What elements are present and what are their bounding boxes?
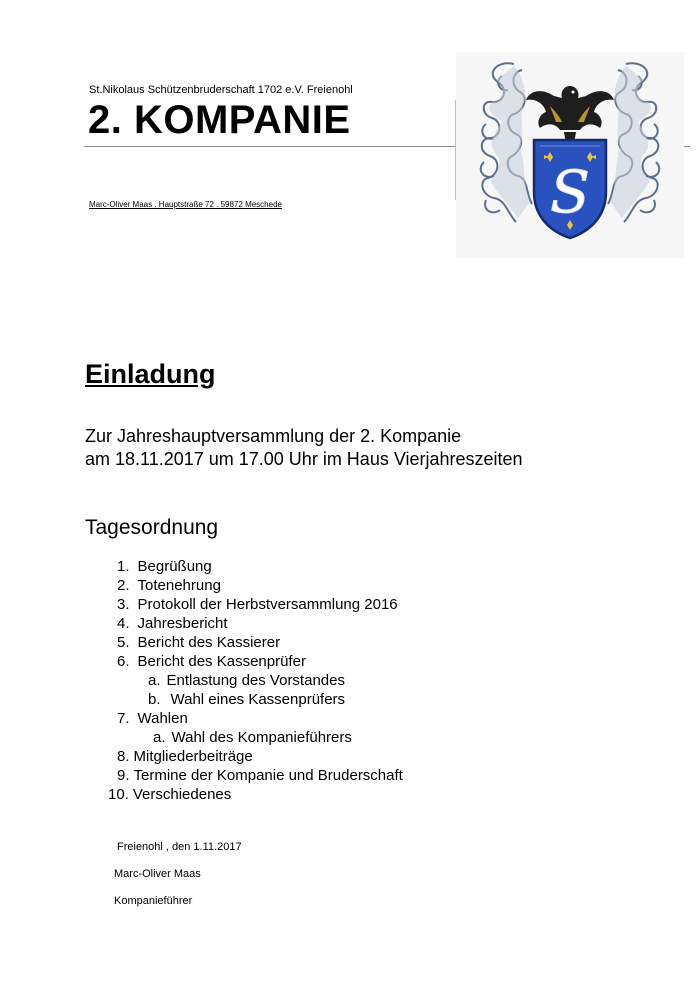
agenda-item-text: Mitgliederbeiträge [133, 748, 253, 765]
agenda-item-marker: a. [148, 672, 161, 689]
agenda-item-8 [117, 748, 253, 765]
agenda-item-marker: 1. [117, 558, 130, 575]
eagle-icon [526, 86, 614, 144]
agenda-item-9 [117, 767, 403, 784]
agenda-item-marker: 3. [117, 596, 130, 613]
agenda-subitem-6a [148, 672, 345, 689]
agenda-item-6 [117, 653, 306, 670]
header-divider-right [683, 146, 690, 147]
organization-name: St.Nikolaus Schützenbruderschaft 1702 e.V. Freienohl [89, 84, 353, 96]
agenda-item-10 [108, 786, 231, 803]
sender-address: Marc-Oliver Maas . Hauptstraße 72 . 59872 Meschede [89, 200, 282, 209]
agenda-item-marker: b. [148, 691, 161, 708]
agenda-subitem-6b [148, 691, 345, 708]
agenda-item-text: Protokoll der Herbstversammlung 2016 [137, 596, 398, 613]
agenda-item-1 [117, 558, 212, 575]
agenda-item-text: Jahresbericht [137, 615, 228, 632]
agenda-item-marker: 10. [108, 786, 129, 803]
agenda-item-text: Entlastung des Vorstandes [166, 672, 345, 689]
header-divider [84, 146, 456, 147]
agenda-item-text: Wahl eines Kassenprüfers [170, 691, 346, 708]
agenda-title: Tagesordnung [85, 516, 219, 539]
agenda-item-2 [117, 577, 221, 594]
agenda-item-text: Termine der Kompanie und Bruderschaft [133, 767, 403, 784]
agenda-item-marker: 6. [117, 653, 130, 670]
page-title: 2. KOMPANIE [88, 98, 351, 142]
shield-letter: S [550, 158, 590, 226]
agenda-item-marker: 2. [117, 577, 130, 594]
agenda-item-text: Verschiedenes [132, 786, 232, 803]
agenda-item-marker: 8. [117, 748, 130, 765]
agenda-item-5 [117, 634, 280, 651]
agenda-item-3 [117, 596, 398, 613]
invitation-text-line-1: Zur Jahreshauptversammlung der 2. Kompanie [85, 426, 462, 446]
agenda-item-marker: 4. [117, 615, 130, 632]
invitation-heading: Einladung [85, 359, 216, 389]
agenda-item-text: Wahl des Kompanieführers [171, 729, 352, 746]
agenda-subitem-7a [153, 729, 352, 746]
mantling-left-fill [489, 66, 530, 218]
agenda-item-text: Wahlen [137, 710, 188, 727]
coat-of-arms [456, 52, 684, 258]
agenda-item-text: Totenehrung [137, 577, 221, 594]
agenda-item-4 [117, 615, 228, 632]
agenda-item-marker: a. [153, 729, 166, 746]
agenda-item-7 [117, 710, 188, 727]
signatory-name: Marc-Oliver Maas [114, 868, 201, 880]
agenda-item-marker: 7. [117, 710, 130, 727]
agenda-item-text: Begrüßung [137, 558, 212, 575]
coat-of-arms-icon [456, 52, 684, 258]
signatory-role: Kompanieführer [114, 895, 193, 907]
agenda-item-marker: 9. [117, 767, 130, 784]
mantling-right-fill [610, 66, 651, 218]
agenda-item-marker: 5. [117, 634, 130, 651]
agenda-item-text: Bericht des Kassierer [137, 634, 281, 651]
agenda-item-text: Bericht des Kassenprüfer [137, 653, 306, 670]
invitation-text-line-2: am 18.11.2017 um 17.00 Uhr im Haus Vierjahreszeiten [85, 449, 523, 469]
place-and-date: Freienohl , den 1.11.2017 [117, 841, 242, 853]
